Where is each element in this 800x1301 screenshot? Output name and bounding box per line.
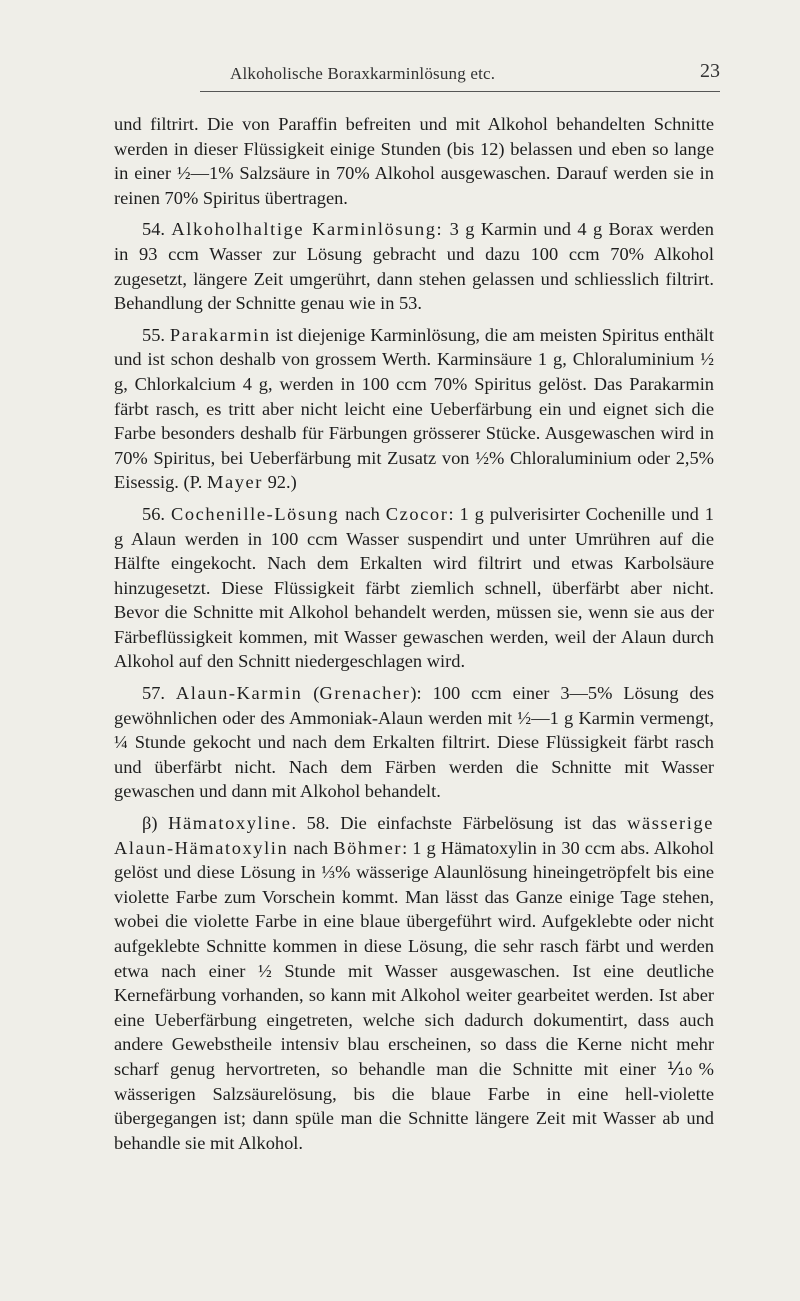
spaced-heading: Hämatoxyline [168,813,292,834]
paragraph-57 [114,681,714,804]
header-rule [200,91,720,92]
text-run: 56. [142,503,171,524]
spaced-heading: wässerige Alaun-Hämatoxylin [114,813,714,858]
spaced-author: Böhmer [333,837,403,858]
text-run: ist diejenige Karminlösung, die am meisten Spiritus enthält und ist schon deshalb von grossem Werth. Karminsäure 1 g, Chloraluminium ½ g, Chlorkalcium 4 g, werden in 100 ccm 70% Spiritus gelöst. Das Parakarmin färbt rasch, es tritt aber nicht leicht eine Ueberfärbung ein und eignet sich die Farbe besonders deshalb für Färbungen grösserer Stücke. Ausgewaschen wird in 70% Spiritus, bei Ueberfärbung mit Zusatz von ½% Chloraluminium oder 2,5% Eisessig. (P. [114,324,714,493]
text-run: und filtrirt. Die von Paraffin befreiten und mit Alkohol behandelten Schnitte werden in dieser Flüssigkeit einige Stunden (bis 12) belassen und eben so lange in einer ½—1% Salzsäure in 70% Alkohol ausgewaschen. Darauf werden sie in reinen 70% Spiritus übertragen. [114,114,714,208]
text-run: 92.) [263,472,297,493]
text-run: β) [142,813,169,834]
page-number: 23 [700,60,720,82]
text-run: ( [302,683,320,704]
text-run: 55. [142,324,170,345]
paragraph-54 [114,217,714,315]
text-run: ): 100 ccm einer 3—5% Lösung des gewöhnlichen oder des Ammoniak-Alaun werden mit ½—1 g Karmin vermengt, ¼ Stunde gekocht und nach dem Erkalten filtrirt. Diese Flüssigkeit färbt rasch und überfärbt nicht. Nach dem Färben werden die Schnitte mit Wasser gewaschen und dann mit Alkohol behandelt. [114,683,714,802]
text-run: : 1 g pulverisirter Cochenille und 1 g Alaun werden in 100 ccm Wasser suspendirt und unter Umrühren auf die Hälfte eingekocht. Nach dem Erkalten wird filtrirt und etwas Karbolsäure hinzugesetzt. Diese Flüssigkeit färbt ziemlich schnell, überfärbt aber nicht. Bevor die Schnitte mit Alkohol behandelt werden, müssen sie, wenn sie aus der Färbeflüssigkeit kommen, mit Wasser gewaschen werden, weil der Alaun durch Alkohol auf den Schnitt niedergeschlagen wird. [114,503,714,672]
spaced-author: Czocor [385,503,449,524]
spaced-heading: Alkoholhaltige Karminlösung: [171,219,444,240]
text-run: 57. [142,683,176,704]
spaced-author: Mayer [207,472,263,493]
body-text [114,112,714,1162]
running-title: Alkoholische Boraxkarminlösung etc. [230,64,496,83]
text-run: 3 g Karmin und 4 g Borax werden in 93 ccm Wasser zur Lösung gebracht und dazu 100 ccm 70% Alkohol zugesetzt, längere Zeit umgerührt, dann stehen gelassen und schliesslich filtrirt. Behandlung der Schnitte genau wie in 53. [114,219,714,314]
paragraph-continuation [114,112,714,210]
paragraph-58 [114,811,714,1155]
paragraph-55 [114,323,714,495]
paragraph-56 [114,502,714,674]
text-run: 54. [142,219,172,240]
text-run: : 1 g Hämatoxylin in 30 ccm abs. Alkohol gelöst und diese Lösung in ⅓% wässerige Alaunlösung hineingetröpfelt bis eine violette Farbe zum Vorschein kommt. Man lässt das Ganze einige Tage stehen, wobei die violette Farbe in eine blaue übergeführt wird. Aufgeklebte oder nicht aufgeklebte Schnitte kommen in diese Lösung, die sehr rasch färbt und werden etwa nach einer ½ Stunde mit Wasser ausgewaschen. Ist eine deutliche Kernefärbung vorhanden, so kann mit Alkohol weiter gearbeitet werden. Ist aber eine Ueberfärbung eingetreten, welche sich dadurch dokumentirt, dass auch andere Gewebstheile intensiv blau erscheinen, so dass die Kerne nicht mehr scharf genug hervortreten, so behandle man die Schnitte mit einer ⅒% wässerigen Salzsäurelösung, bis die blaue Farbe in eine hell-violette übergegangen ist; dann spüle man die Schnitte längere Zeit mit Wasser ab und behandle sie mit Alkohol. [114,837,714,1153]
spaced-heading: Cochenille-Lösung [170,503,340,524]
spaced-heading: Alaun-Karmin [175,683,303,704]
spaced-heading: Parakarmin [169,324,271,345]
text-run: . 58. Die einfachste Färbelösung ist das [291,813,628,834]
spaced-author: Grenacher [319,683,411,704]
text-run: nach [288,837,334,858]
text-run: nach [339,503,386,524]
